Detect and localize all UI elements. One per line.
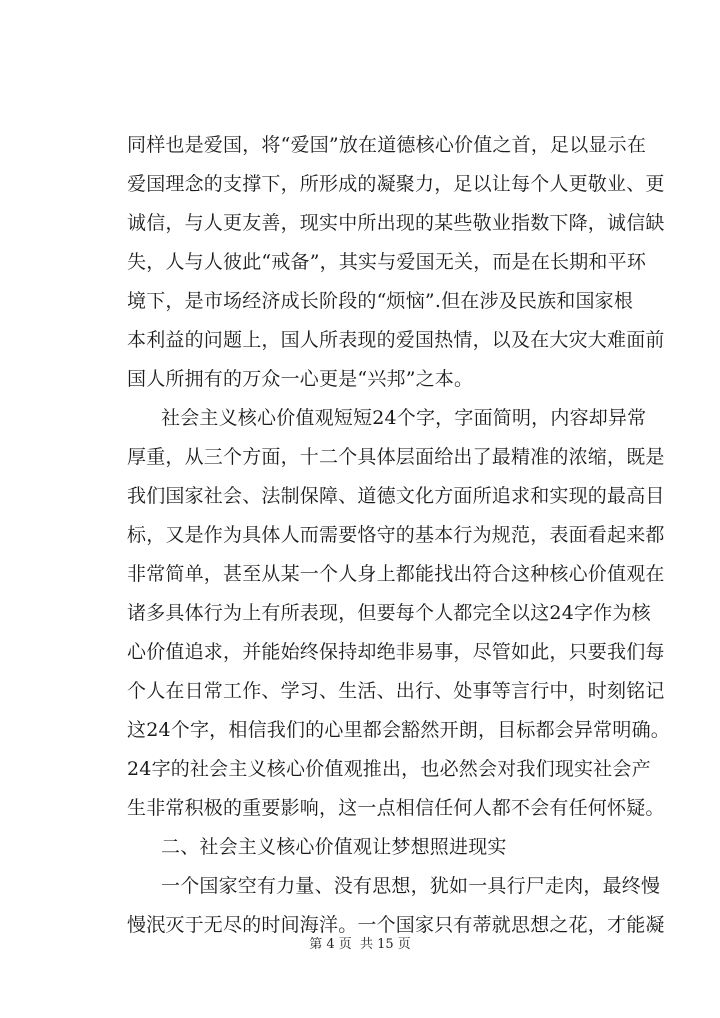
text-line: 这24个字，相信我们的心里都会豁然开朗，目标都会异常明确。 <box>127 719 670 741</box>
text-line: 我们国家社会、法制保障、道德文化方面所追求和实现的最高目 <box>127 485 665 507</box>
text-line: 诚信，与人更友善，现实中所出现的某些敬业指数下降，诚信缺 <box>127 212 665 234</box>
text-line: 24字的社会主义核心价值观推出，也必然会对我们现实社会产 <box>127 758 651 780</box>
text-line: 爱国理念的支撑下，所形成的凝聚力，足以让每个人更敬业、更 <box>127 173 665 195</box>
section-heading <box>127 828 627 867</box>
text-line: 生非常积极的重要影响，这一点相信任何人都不会有任何怀疑。 <box>127 797 665 819</box>
page-number: 第 4 页 <box>309 937 352 952</box>
text-line: 社会主义核心价值观短短24个字，字面简明，内容却异常 <box>161 407 647 429</box>
paragraph-1 <box>127 126 665 399</box>
section-heading-text: 二、社会主义核心价值观让梦想照进现实 <box>161 836 507 858</box>
text-line: 境下，是市场经济成长阶段的“烦恼”.但在涉及民族和国家根 <box>127 290 634 312</box>
text-line: 一个国家空有力量、没有思想，犹如一具行尸走肉，最终慢 <box>161 875 661 897</box>
text-line: 心价值追求，并能始终保持却绝非易事，尽管如此，只要我们每 <box>127 641 665 663</box>
text-line: 非常简单，甚至从某一个人身上都能找出符合这种核心价值观在 <box>127 563 665 585</box>
paragraph-2 <box>127 399 670 828</box>
text-line: 慢泯灭于无尽的时间海洋。一个国家只有蒂就思想之花，才能凝 <box>127 914 665 936</box>
text-line: 本利益的问题上，国人所表现的爱国热情，以及在大灾大难面前 <box>127 329 665 351</box>
text-line: 个人在日常工作、学习、生活、出行、处事等言行中，时刻铭记 <box>127 680 665 702</box>
text-line: 厚重，从三个方面，十二个具体层面给出了最精准的浓缩，既是 <box>127 446 665 468</box>
text-line: 同样也是爱国，将“爱国”放在道德核心价值之首，足以显示在 <box>127 134 647 156</box>
text-line: 国人所拥有的万众一心更是“兴邦”之本。 <box>127 368 474 390</box>
paragraph-3 <box>127 867 665 945</box>
page-footer <box>0 935 720 955</box>
page-total: 共 15 页 <box>359 937 411 952</box>
text-line: 标，又是作为具体人而需要恪守的基本行为规范，表面看起来都 <box>127 524 665 546</box>
text-line: 失，人与人彼此“戒备”，其实与爱国无关，而是在长期和平环 <box>127 251 647 273</box>
text-line: 诸多具体行为上有所表现，但要每个人都完全以这24字作为核 <box>127 602 651 624</box>
document-body <box>127 126 670 945</box>
